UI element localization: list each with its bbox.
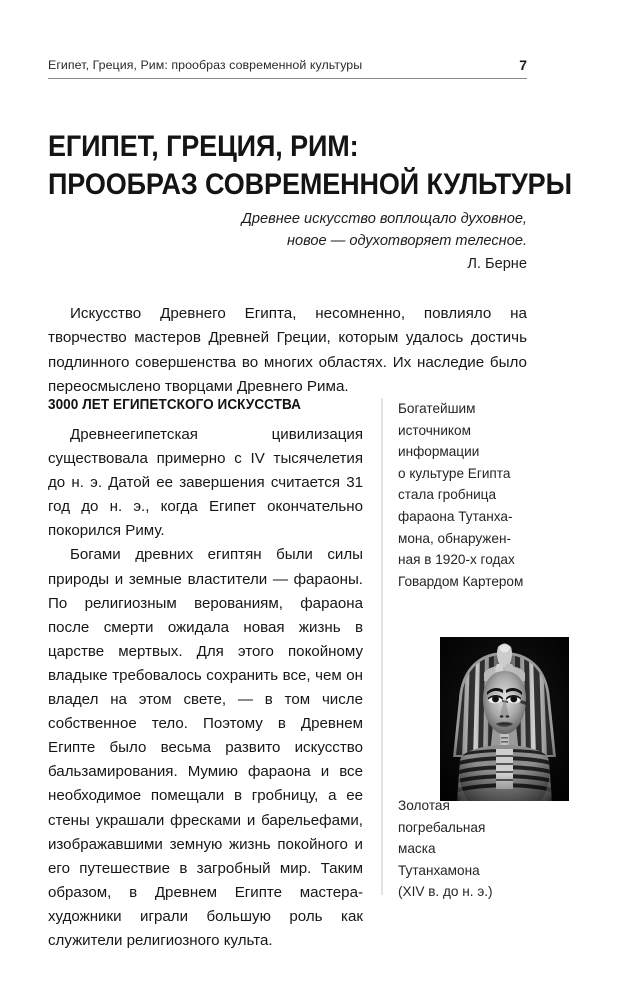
epigraph bbox=[187, 208, 527, 275]
gold-funerary-mask-of-tutankhamun-photo bbox=[440, 637, 569, 801]
running-header bbox=[48, 58, 527, 80]
figure-caption-line: (XIV в. до н. э.) bbox=[398, 884, 493, 900]
sidebar-note-line: стала гробница bbox=[398, 487, 497, 503]
header-rule bbox=[48, 78, 527, 79]
sidebar-note-text bbox=[398, 398, 538, 592]
sidebar-note-line: источником bbox=[398, 422, 471, 438]
figure-caption-line: Тутанхамона bbox=[398, 862, 480, 878]
figure-caption-line: погребальная bbox=[398, 819, 486, 835]
sidebar-note-line: мона, обнаружен- bbox=[398, 530, 511, 546]
sidebar-note-line: Говардом Картером bbox=[398, 573, 524, 589]
chapter-title bbox=[48, 128, 572, 204]
sidebar-note-line: информации bbox=[398, 444, 480, 460]
epigraph-line-2: новое — одухотворяет телесное. bbox=[286, 233, 527, 249]
sidebar-note-line: фараона Тутанха- bbox=[398, 508, 513, 524]
body-paragraph: Древнеегипетская цивилизация существовала примерно с IV тысячелетия до н. э. Датой ее завершения считается 31 год до н. э., когда Египет окончательно покорился Риму. bbox=[48, 426, 363, 540]
epigraph-line-1: Древнее искусство воплощало духовное, bbox=[241, 211, 527, 227]
intro-paragraph: Искусство Древнего Египта, несомненно, повлияло на творчество мастеров Древней Греции, которым удалось достичь подлинного совершенства во многих областях. Их наследие было переосмыслено творцами Древнего Рима. bbox=[48, 305, 527, 395]
column-divider bbox=[381, 398, 383, 895]
sidebar-note bbox=[398, 398, 538, 592]
figure-caption bbox=[398, 795, 548, 903]
figure-caption-line: маска bbox=[398, 841, 436, 857]
page-number: 7 bbox=[519, 57, 527, 73]
section-subheading: 3000 ЛЕТ ЕГИПЕТСКОГО ИСКУССТВА bbox=[48, 397, 301, 413]
sidebar-note-line: Богатейшим bbox=[398, 401, 476, 416]
running-header-title: Египет, Греция, Рим: прообраз современной культуры bbox=[48, 58, 363, 72]
figure-caption-line: Золотая bbox=[398, 798, 450, 813]
epigraph-author: Л. Берне bbox=[467, 256, 527, 272]
chapter-title-line-2: ПРООБРАЗ СОВРЕМЕННОЙ КУЛЬТУРЫ bbox=[48, 168, 572, 202]
sidebar-note-line: о культуре Египта bbox=[398, 465, 511, 481]
sidebar-note-line: ная в 1920-х годах bbox=[398, 552, 515, 568]
main-text-column bbox=[48, 396, 363, 953]
body-paragraph: Богами древних египтян были силы природы и земные властители — фараоны. По религиозным верованиям, фараона после смерти ожидала новая жизнь в царстве мертвых. Для этого покойному владыке требовалось сохранить все, чем он владел на этом свете, — в том числе собственное тело. Поэтому в Древнем Египте было весьма развито искусство бальзамирования. Мумию фараона и все необходимое помещали в гробницу, а ее стены украшали фресками и барельефами, изображавшими земную жизнь покойного и его путешествие в загробный мир. Таким образом, в Древнем Египте мастера-художники играли большую роль как служители религиозного культа. bbox=[48, 546, 363, 949]
chapter-title-line-1: ЕГИПЕТ, ГРЕЦИЯ, РИМ: bbox=[48, 130, 359, 164]
figure-tutankhamun-mask bbox=[440, 637, 569, 801]
